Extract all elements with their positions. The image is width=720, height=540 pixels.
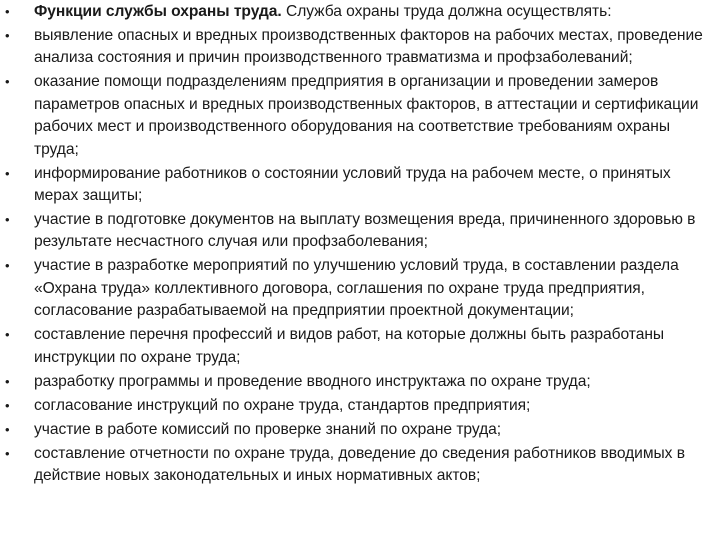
list-item-text: участие в разработке мероприятий по улучшению условий труда, в составлении раздела «Охрана труда» коллективного договора, соглашения по охране труда предприятия, согласование разрабатываемой на предприятии проектной документации;: [34, 257, 679, 320]
list-item: [0, 71, 716, 161]
list-item: [0, 25, 716, 70]
section-heading: Функции службы охраны труда.: [34, 3, 282, 20]
list-item: [0, 395, 716, 417]
bullet-icon: •: [5, 373, 10, 389]
bullet-icon: •: [5, 445, 10, 461]
bullet-icon: •: [5, 74, 10, 90]
list-item: [0, 419, 716, 441]
bullet-icon: •: [5, 28, 10, 43]
list-item-text: согласование инструкций по охране труда, стандартов предприятия;: [34, 396, 531, 414]
list-item-text: информирование работников о состоянии условий труда на рабочем месте, о принятых мерах защиты;: [34, 164, 671, 205]
list-item-heading: [0, 1, 716, 23]
list-item-text: разработку программы и проведение вводного инструктажа по охране труда;: [34, 372, 591, 390]
list-item-text: составление отчетности по охране труда, доведение до сведения работников вводимых в действие новых законодательных и иных нормативных актов;: [34, 444, 685, 485]
list-item-text: составление перечня профессий и видов работ, на которые должны быть разработаны инструкции по охране труда;: [34, 326, 665, 366]
list-item: [0, 443, 716, 488]
bullet-icon: •: [5, 327, 10, 343]
list-item: [0, 371, 716, 393]
list-item: [0, 324, 716, 369]
bullet-icon: •: [5, 165, 10, 181]
bullet-icon: •: [5, 258, 10, 274]
bullet-icon: •: [5, 212, 10, 228]
list-item: [0, 255, 716, 322]
bullet-icon: •: [5, 397, 10, 413]
section-heading-rest: Служба охраны труда должна осуществлять:: [281, 3, 612, 20]
list-item-text: оказание помощи подразделениям предприятия в организации и проведении замеров параметров опасных и вредных производственных факторов, в аттестации и сертификации рабочих мест и производственного оборудования на соответствие требованиям охраны труда;: [34, 73, 699, 158]
list-item-text: участие в подготовке документов на выплату возмещения вреда, причиненного здоровью в результате несчастного случая или профзаболевания;: [34, 211, 696, 251]
bullet-icon: •: [5, 4, 10, 19]
list-item: [0, 209, 716, 254]
list-item-text: выявление опасных и вредных производственных факторов на рабочих местах, проведение анализа состояния и причин производственного травматизма и профзаболеваний;: [34, 27, 703, 67]
bullet-icon: •: [5, 421, 10, 437]
list-item: [0, 163, 716, 208]
bullet-list: [0, 1, 716, 489]
list-item-text: участие в работе комиссий по проверке знаний по охране труда;: [34, 420, 502, 438]
